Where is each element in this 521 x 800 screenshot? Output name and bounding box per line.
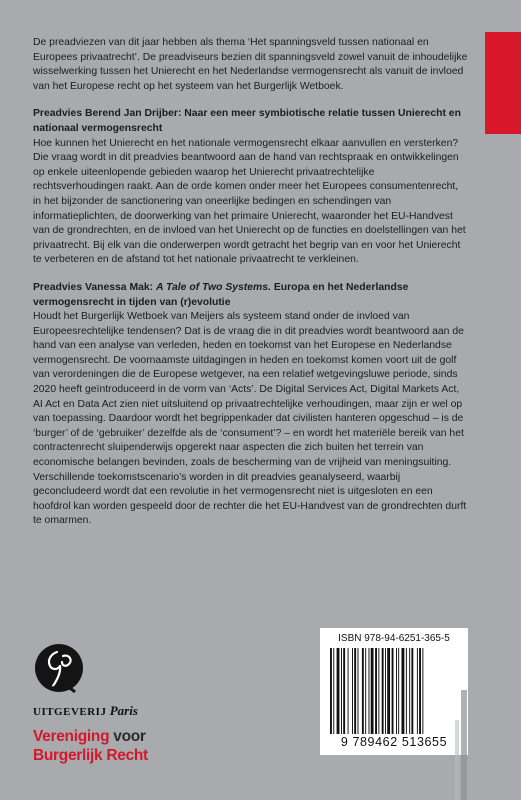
- publisher-name-part2: Paris: [109, 703, 138, 718]
- publisher-emblem-icon: [33, 642, 93, 700]
- red-accent-bar: [485, 32, 521, 134]
- back-cover-text: [33, 36, 468, 542]
- society-line1: [33, 727, 148, 746]
- society-line2: Burgerlijk Recht: [33, 747, 148, 764]
- publisher-name-part1: UITGEVERIJ: [33, 706, 107, 718]
- publisher-name: [33, 703, 138, 719]
- section2-heading-italic: A Tale of Two Systems.: [156, 281, 271, 293]
- section2-heading: [33, 281, 468, 310]
- publisher-logo: [33, 642, 143, 720]
- barcode-number: 9 789462 513655: [340, 735, 448, 749]
- isbn-label: ISBN 978-94-6251-365-5: [338, 633, 450, 644]
- section2-heading-prefix: Preadvies Vanessa Mak:: [33, 281, 157, 293]
- section1-heading: Preadvies Berend Jan Drijber: Naar een meer symbiotische relatie tussen Unierecht en nationaal vermogensrecht: [33, 108, 461, 134]
- society-line1-part2: voor: [113, 728, 146, 745]
- page-curl-shadow: [455, 690, 473, 800]
- intro-paragraph: De preadviezen van dit jaar hebben als thema ‘Het spanningsveld tussen nationaal en Europees privaatrecht’. De preadviseurs bezien dit spanningsveld zowel vanuit de inhoudelijke wisselwerking tussen het Unierecht en het Nederlandse vermogensrecht als vanuit de invloed van het Europese recht op het systeem van het Burgerlijk Wetboek.: [33, 37, 468, 92]
- section2-body: Houdt het Burgerlijk Wetboek van Meijers als systeem stand onder de invloed van Europeesrechtelijke tendensen? Dat is de vraag die in dit preadvies wordt beantwoord aan de hand van een analyse van verleden, heden en toekomst van het Europese en Nederlandse vermogensrecht. De voornaamste uitdagingen in heden en toekomst komen voort uit de golf van verordeningen die de Europese wetgever, na een relatief wetgevingsluwe periode, sinds 2020 heeft geïntroduceerd in de vorm van ‘Acts’. De Digital Services Act, Digital Markets Act, AI Act en Data Act zien niet uitsluitend op privaatrechtelijke verhoudingen, maar zijn er wel op van toepassing. Daardoor wordt het begrippenkader dat civilisten hanteren opgeschud – is de ‘burger’ of de ‘gebruiker’ dezelfde als de ‘consument’? – en wordt het materiële bereik van het contractenrecht sluipenderwijs opgerekt naar aspecten die zich buiten het terrein van economische belangen bevinden, zoals de bescherming van de vrijheid van meningsuiting. Verschillende toekomstscenario’s worden in dit preadvies geanalyseerd, waarbij geconcludeerd wordt dat een revolutie in het vermogensrecht niet is uitgesloten en een hoofdrol kan worden gespeeld door de rechter die het EU-Handvest van de grondrechten durft te omarmen.: [33, 311, 467, 527]
- society-line1-part1: Vereniging: [33, 728, 110, 745]
- barcode-area: [320, 628, 468, 755]
- section1-body: Hoe kunnen het Unierecht en het nationale vermogensrecht elkaar aanvullen en versterken? Die vraag wordt in dit preadvies beantwoord aan de hand van rechtspraak en ontwikkelingen op enkele uiteenlopende gebieden waarop het Unierecht privaatrechtelijke rechtsverhoudingen raakt. Aan de orde komen onder meer het Europees consumentenrecht, in het bijzonder de sanctionering van oneerlijke bedingen en schendingen van informatieplichten, de doorwerking van het primaire Unierecht, waaronder het EU-Handvest van de grondrechten, en de invloed van het Unierecht op de functies en doelstellingen van het privaatrecht. Bij elk van die onderwerpen wordt getracht het begrip van en voor het Unierecht te verbeteren en de afstand tot het nationale privaatrecht te verkleinen.: [33, 137, 466, 266]
- society-logo: [33, 727, 148, 765]
- section2-heading-suffix: Europa en het Nederlandse vermogensrecht in tijden van (r)evolutie: [33, 281, 409, 308]
- barcode-icon: [328, 648, 460, 734]
